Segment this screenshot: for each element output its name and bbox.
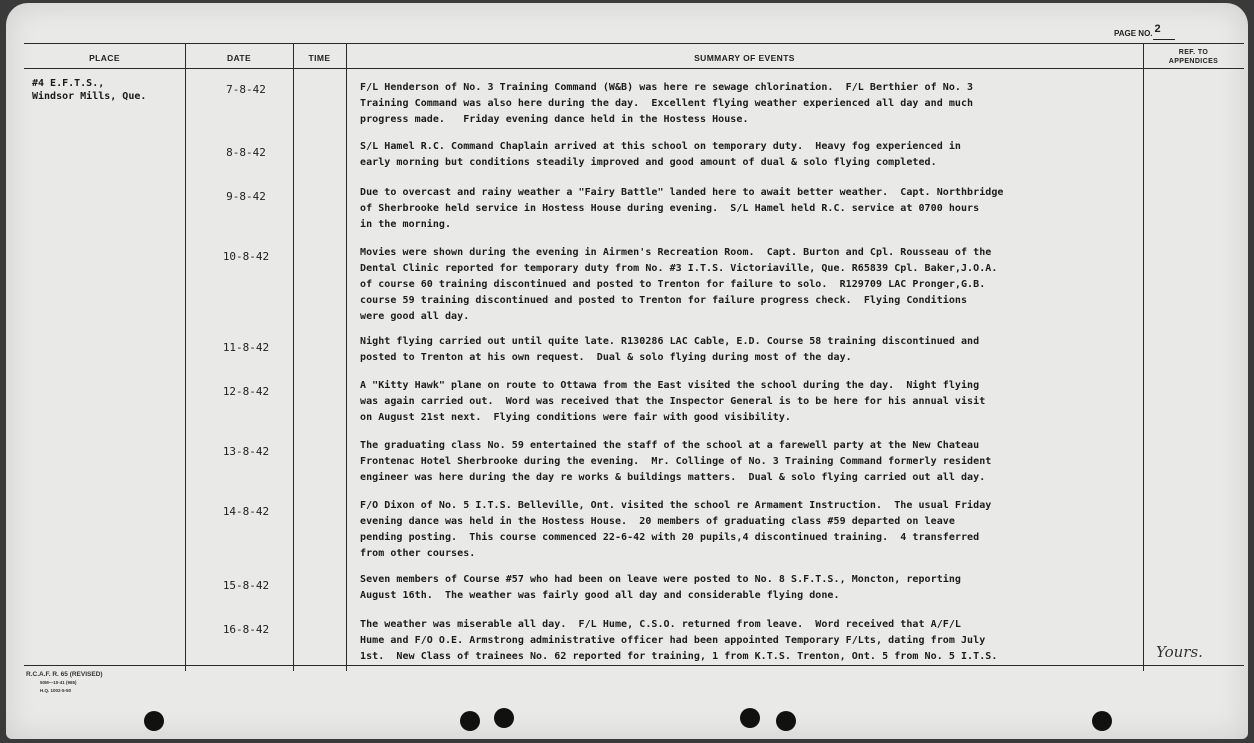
col-divider-time [346, 43, 347, 671]
entry-summary: The graduating class No. 59 entertained the staff of the school at a farewell party at the New Chateau Frontenac Hotel Sherbrooke during the evening. Mr. Collinge of No. 3 Training Command formerly resident engineer was here during the day re works & buildings matters. Dual & solo flying carried out all day. [360, 440, 992, 483]
entry-date: 7-8-42 [226, 83, 266, 96]
entry-summary: F/L Henderson of No. 3 Training Command (W&B) was here re sewage chlorination. F/L Berthier of No. 3 Training Command was also here during the day. Excellent flying weather experienced all day and much progress made. Friday evening dance held in the Hostess House. [360, 82, 974, 125]
entry-summary: F/O Dixon of No. 5 I.T.S. Belleville, Ont. visited the school re Armament Instruction. The usual Friday evening dance was held in the Hostess House. 20 members of graduating class #59 departed on leave pending posting. This course commenced 22-6-42 with 20 pupils,4 discontinued training. 4 transferred from other courses. [360, 500, 992, 559]
binder-hole [460, 711, 480, 731]
entry-date: 8-8-42 [226, 146, 266, 159]
header-ref-appendices: REF. TO APPENDICES [1168, 49, 1219, 65]
entry-date: 9-8-42 [226, 190, 266, 203]
col-divider-date [293, 43, 294, 671]
binder-hole [740, 708, 760, 728]
entry-date: 11-8-42 [222, 341, 270, 354]
header-summary: SUMMARY OF EVENTS [694, 53, 795, 63]
entry-summary: A "Kitty Hawk" plane on route to Ottawa from the East visited the school during the day. Night flying was again carried out. Word was received that the Inspector General is to be here for his annual visit on August 21st next. Flying conditions were fair with good visibility. [360, 380, 986, 423]
header-top-rule [24, 43, 1244, 44]
signature: Yours. [1156, 643, 1203, 661]
entry-summary: The weather was miserable all day. F/L Hume, C.S.O. returned from leave. Word received that A/F/L Hume and F/O O.E. Armstrong administrative officer had been appointed Temporary F/Lts, dating from July 1st. New Class of trainees No. 62 reported for training, 1 from K.T.S. Trenton, Ont. 5 from No. 5 I.T.S. [360, 619, 998, 662]
binder-hole [1092, 711, 1112, 731]
entry-date: 13-8-42 [222, 445, 270, 458]
entry-summary: Due to overcast and rainy weather a "Fairy Battle" landed here to await better weather. Capt. Northbridge of Sherbrooke held service in Hostess House during evening. S/L Hamel held R.C. service at 0700 hours in the morning. [360, 187, 1004, 230]
form-footer: R.C.A.F. R. 65 (REVISED) 50M—10-41 (965) H.Q. 1002-5-50 [26, 671, 103, 693]
entry-summary: Movies were shown during the evening in Airmen's Recreation Room. Capt. Burton and Cpl. Rousseau of the Dental Clinic reported for temporary duty from No. #3 I.T.S. Victoriaville, Que. R65839 Cpl. Baker,J.O.A. of course 60 training discontinued and posted to Trenton for failure to solo. R129709 LAC Pronger,G.B. course 59 training discontinued and posted to Trenton for failure progress check. Flying Conditions were good all day. [360, 247, 998, 322]
diary-sheet [6, 3, 1248, 739]
header-time: TIME [308, 53, 331, 63]
page-number: PAGE NO. 2 [1114, 27, 1175, 40]
entry-date: 15-8-42 [222, 579, 270, 592]
binder-hole [144, 711, 164, 731]
binder-hole [776, 711, 796, 731]
header-bottom-rule [24, 68, 1244, 69]
entry-date: 14-8-42 [222, 505, 270, 518]
entry-date: 16-8-42 [222, 623, 270, 636]
entry-date: 10-8-42 [222, 250, 270, 263]
place-cell: #4 E.F.T.S., Windsor Mills, Que. [32, 78, 147, 102]
entry-summary: Seven members of Course #57 who had been on leave were posted to No. 8 S.F.T.S., Moncton, reporting August 16th. The weather was fairly good all day and considerable flying done. [360, 574, 961, 601]
header-date: DATE [226, 53, 252, 63]
header-place: PLACE [89, 53, 120, 63]
footer-rule [24, 665, 1244, 666]
entry-summary: Night flying carried out until quite late. R130286 LAC Cable, E.D. Course 58 training discontinued and posted to Trenton at his own request. Dual & solo flying during most of the day. [360, 336, 980, 363]
entry-date: 12-8-42 [222, 385, 270, 398]
binder-hole [494, 708, 514, 728]
entry-summary: S/L Hamel R.C. Command Chaplain arrived at this school on temporary duty. Heavy fog experienced in early morning but conditions steadily improved and good amount of dual & solo flying completed. [360, 141, 961, 168]
col-divider-place [185, 43, 186, 671]
